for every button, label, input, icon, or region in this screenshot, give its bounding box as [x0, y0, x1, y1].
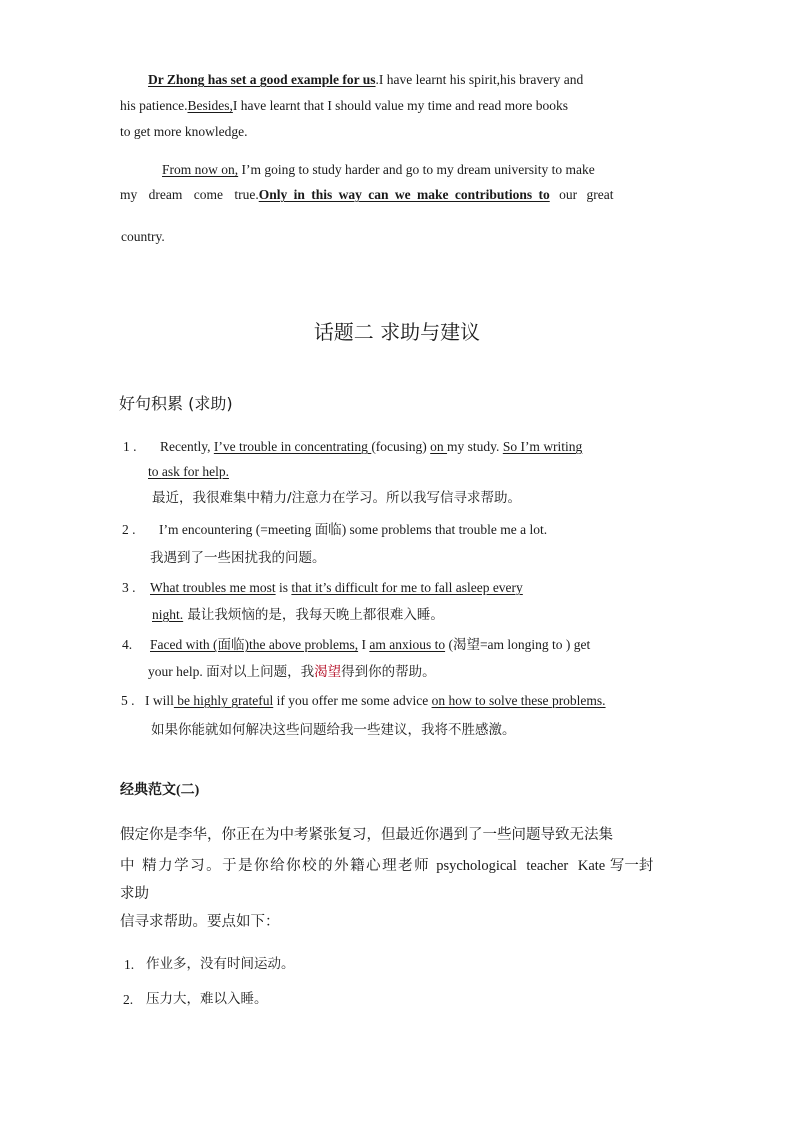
task-line2	[120, 859, 653, 874]
text: .I have learnt his spirit,his bravery and	[375, 72, 584, 87]
item-5-translation: 如果你能就如何解决这些问题给我一些建议，我将不胜感激。	[151, 722, 516, 738]
text: 得到你的帮助。	[341, 664, 436, 680]
text: if you offer me some advice	[273, 693, 432, 708]
underlined-phrase: to	[148, 464, 162, 479]
item-number: 4.	[122, 637, 133, 652]
text: I have learnt that I should value my time and read more books	[232, 98, 569, 113]
underlined-phrase: on	[430, 439, 448, 454]
text: his patience.	[120, 98, 188, 113]
item-3-line2	[152, 608, 444, 623]
section-heading: 好句积累 (求助)	[119, 394, 233, 413]
item-4-line1	[150, 638, 590, 652]
underlined-phrase: be highly grateful	[173, 693, 274, 708]
task-line1: 假定你是李华，你正在为中考紧张复习，但最近你遇到了一些问题导致无法集	[120, 827, 613, 843]
text: 面临	[314, 522, 342, 538]
intro-p2-line3: country.	[121, 229, 165, 244]
text: your help. 面对以上问题，我	[148, 664, 315, 679]
highlight-phrase: Dr Zhong has set a good example for us	[148, 72, 376, 87]
text: Recently,	[160, 439, 214, 454]
point-number: 1.	[124, 957, 135, 972]
text: 写一封	[605, 858, 654, 874]
underlined-phrase: I’ve trouble in concentrating	[213, 439, 372, 454]
text: ) some problems that trouble me a lot.	[341, 522, 548, 537]
intro-p1-line3: to get more knowledge.	[120, 124, 248, 139]
text: our great	[549, 187, 614, 202]
underlined-phrase: on how to solve these	[431, 693, 552, 708]
item-number: 1 .	[123, 439, 137, 454]
task-line4: 信寻求帮助。要点如下：	[120, 914, 280, 930]
text: I	[358, 637, 370, 652]
underlined-phrase: am anxious to	[369, 637, 446, 652]
item-5-line1	[145, 694, 606, 708]
text: 中 精力学习。于是你给你校的外籍心理老师	[120, 858, 437, 874]
item-1-translation: 最近，我很难集中精力/注意力在学习。所以我写信寻求帮助。	[152, 490, 522, 506]
underlined-phrase: that it’s difficult for me to fall asleep every	[291, 580, 523, 595]
underlined-phrase: Faced with (面临)the above problems,	[150, 637, 359, 652]
text: I will	[145, 693, 174, 708]
underlined-phrase: night.	[152, 607, 184, 622]
text: I’m encountering (=meeting	[159, 522, 315, 537]
text: 最让我烦恼的是，我每天晚上都很难入睡。	[183, 607, 444, 623]
text: is	[275, 580, 292, 595]
text: psychological teacher Kate	[436, 858, 606, 874]
text: my dream come true.	[120, 187, 259, 202]
text: my study.	[447, 439, 503, 454]
emphasized-word: 渴望	[314, 664, 342, 680]
intro-p1-line1	[148, 73, 583, 87]
item-number: 2 .	[122, 522, 136, 537]
item-number: 5 .	[121, 693, 135, 708]
item-3-line1	[150, 581, 523, 595]
text: I’m going to study harder and go to my dream university to make	[238, 162, 595, 177]
item-2-line1	[159, 523, 547, 538]
intro-p1-line2	[120, 99, 660, 113]
section-heading: 经典范文(二)	[120, 783, 200, 798]
task-line3: 求助	[120, 886, 149, 902]
underlined-phrase: From now on,	[162, 162, 239, 177]
point-number: 2.	[123, 992, 134, 1007]
text: (渴望=am longing to ) get	[445, 637, 591, 652]
topic-title: 话题二 求助与建议	[313, 320, 481, 344]
underlined-phrase: So I’m writing	[502, 439, 583, 454]
item-1-line1	[160, 440, 582, 454]
text: (focusing)	[371, 439, 431, 454]
intro-p2-line2	[120, 188, 613, 202]
point-text: 作业多，没有时间运动。	[146, 956, 295, 972]
highlight-phrase: Only in this way can we make contributions to	[258, 187, 550, 202]
underlined-phrase: ask for help.	[161, 464, 229, 479]
underlined-phrase: Besides,	[187, 98, 233, 113]
intro-p2-line1	[162, 163, 595, 177]
point-text: 压力大，难以入睡。	[146, 991, 268, 1007]
underlined-phrase: problems.	[551, 693, 606, 708]
item-1-line2	[148, 465, 229, 479]
underlined-phrase: What troubles me most	[150, 580, 276, 595]
item-number: 3 .	[122, 580, 136, 595]
item-4-line2	[148, 665, 436, 680]
item-2-translation: 我遇到了一些困扰我的问题。	[150, 550, 326, 566]
